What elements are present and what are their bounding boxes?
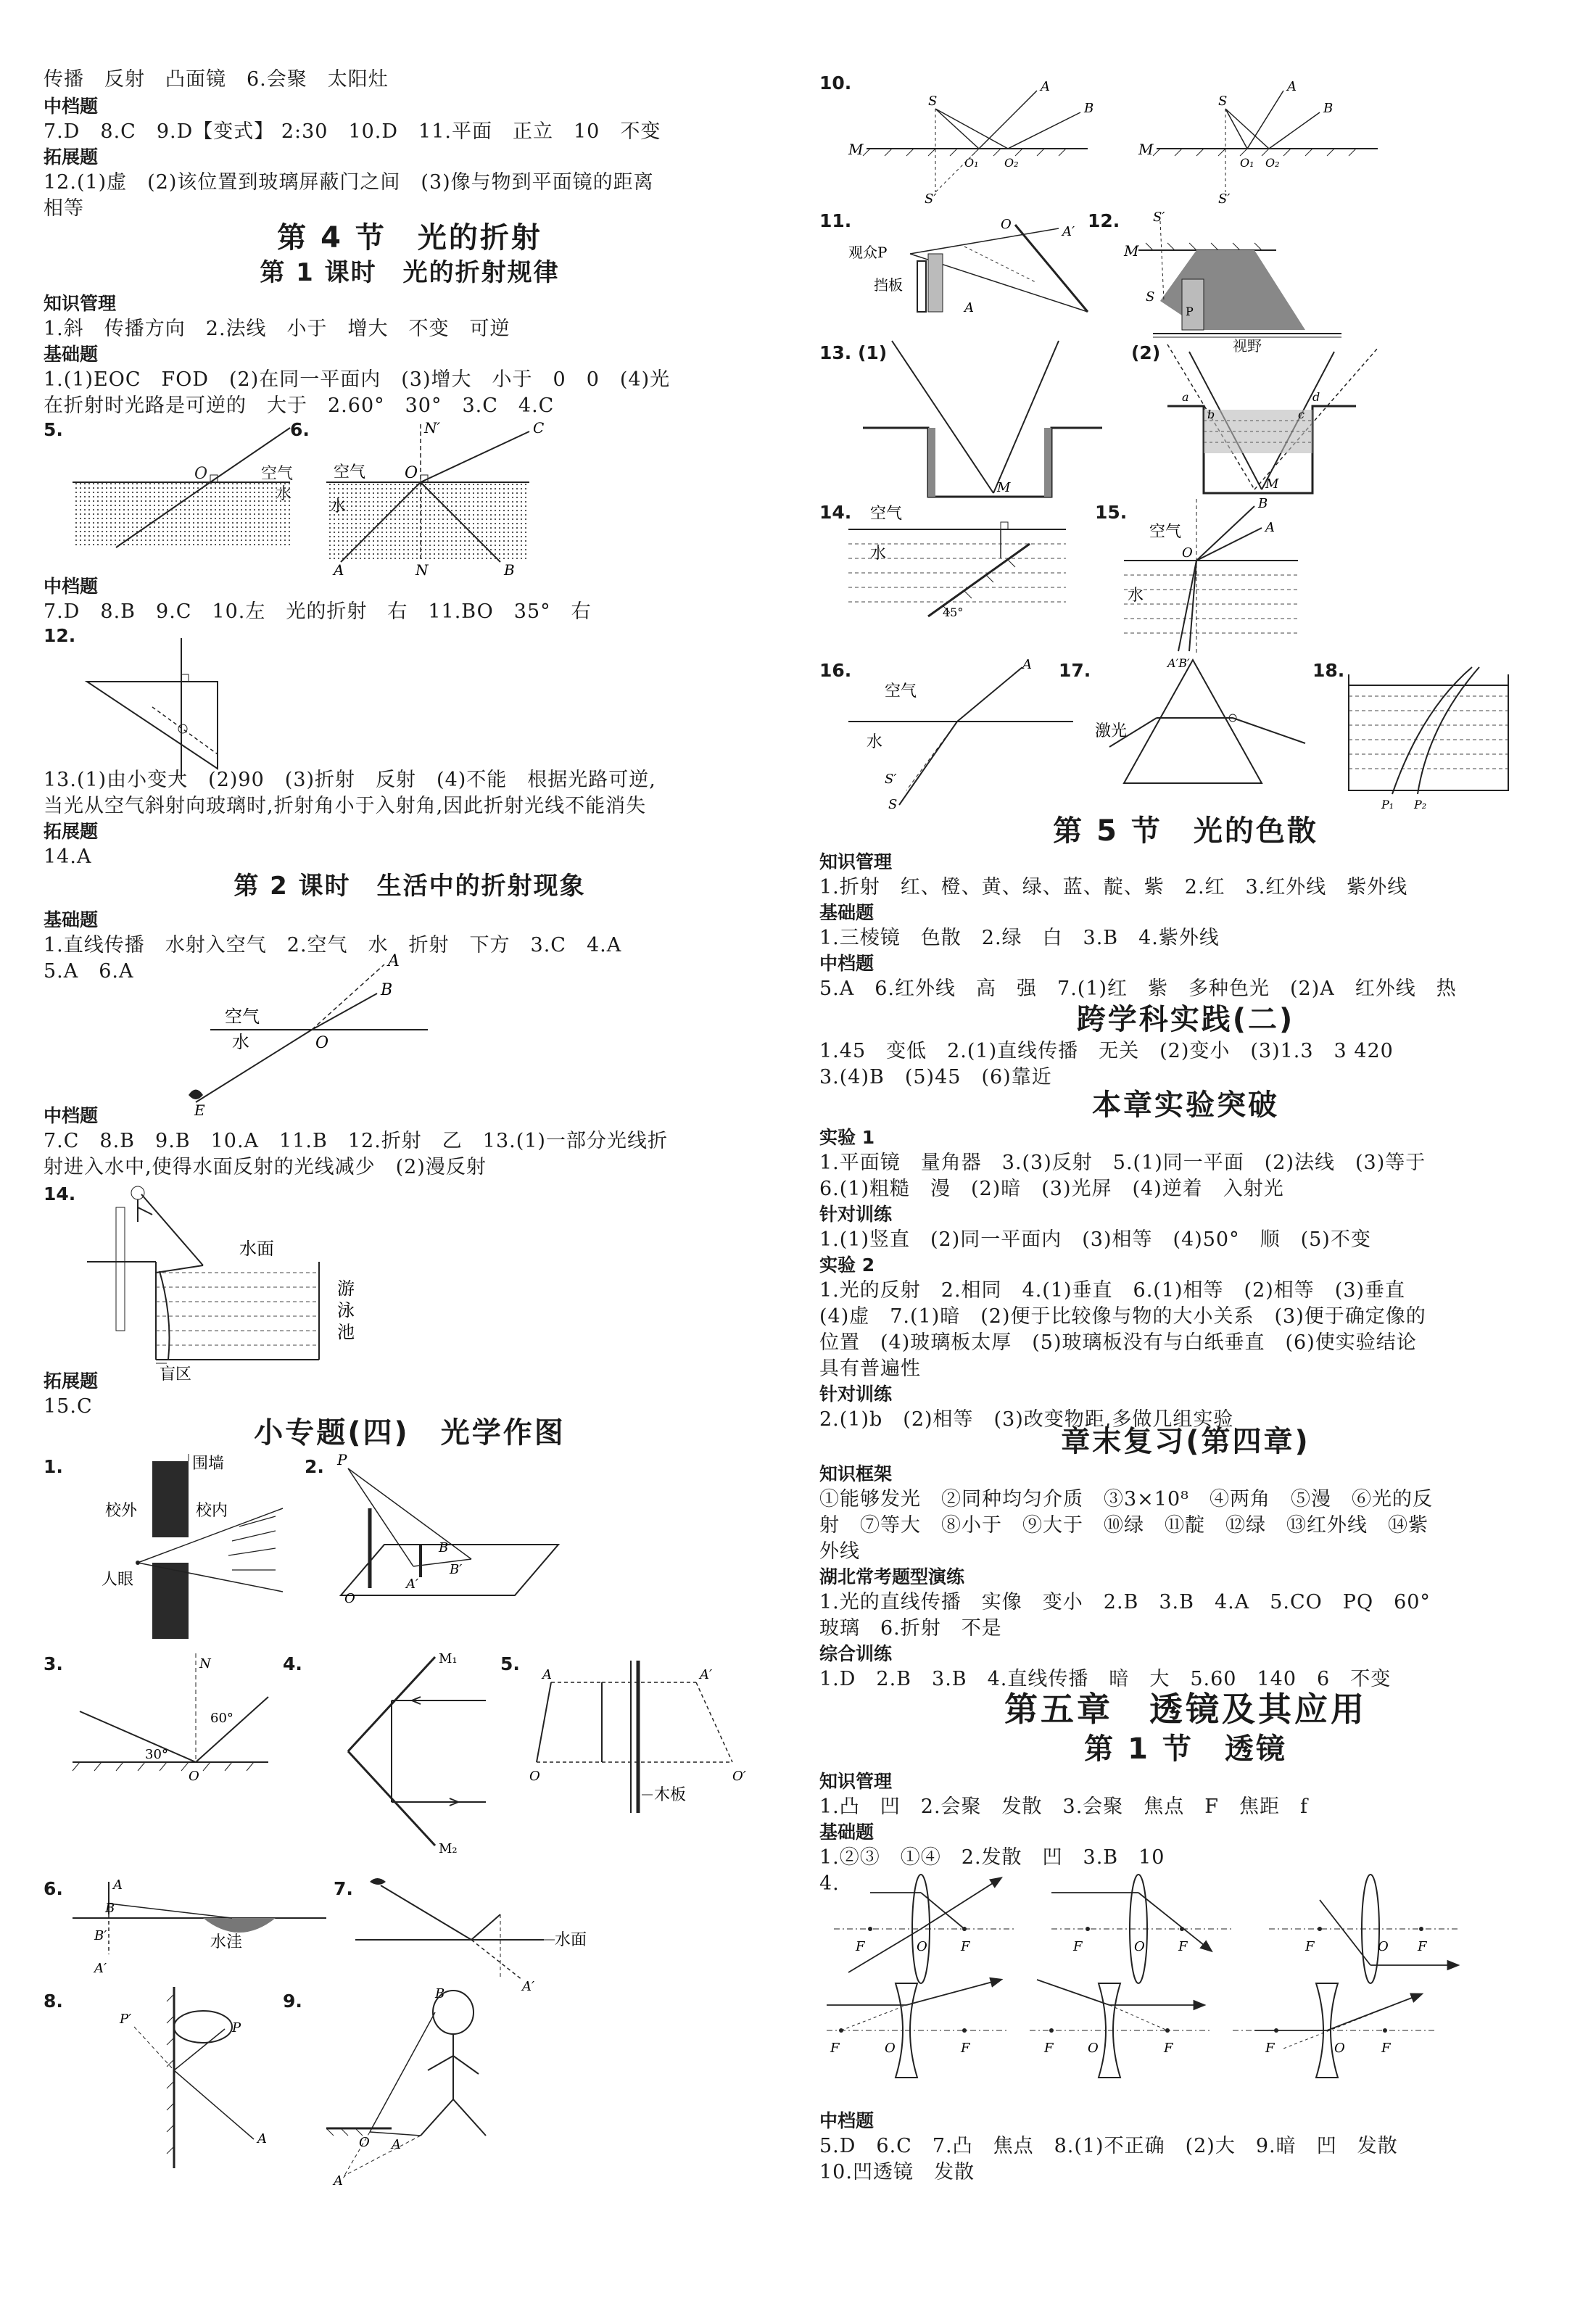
svg-text:O: O xyxy=(1182,545,1193,561)
l2-mid xyxy=(44,1104,776,1181)
answer-line: 6.(1)粗糙 漫 (2)暗 (3)光屏 (4)逆着 入射光 xyxy=(819,1178,1284,1200)
svg-text:A′B′: A′B′ xyxy=(1167,656,1190,670)
label-mid: 中档题 xyxy=(44,576,99,597)
answer-line: 1.光的直线传播 实像 变小 2.B 3.B 4.A 5.CO PQ 60° xyxy=(819,1591,1431,1613)
svg-text:O′: O′ xyxy=(732,1769,746,1784)
label-basic: 基础题 xyxy=(44,909,99,930)
svg-text:O₁: O₁ xyxy=(964,156,979,170)
svg-text:B: B xyxy=(439,1540,449,1555)
lesson-title: 第 2 课时 生活中的折射现象 xyxy=(233,872,586,901)
water-reflection-diagram-7 xyxy=(355,1871,616,1994)
l1-ext xyxy=(44,819,776,870)
answer-line: 1.斜 传播方向 2.法线 小于 增大 不变 可逆 xyxy=(44,318,510,340)
answer-line: (4)虚 7.(1)暗 (2)便于比较像与物的大小关系 (3)便于确定像的 xyxy=(819,1305,1426,1328)
fig-number: 14. xyxy=(44,1183,76,1204)
cross-block xyxy=(819,1038,1552,1091)
svg-text:O: O xyxy=(344,1591,355,1606)
answer-line: 1.三棱镜 色散 2.绿 白 3.B 4.紫外线 xyxy=(819,927,1220,949)
answer-line: 12.(1)虚 (2)该位置到玻璃屏蔽门之间 (3)像与物到平面镜的距离 xyxy=(44,171,654,194)
c5-mid xyxy=(819,2109,1552,2186)
svg-text:B: B xyxy=(1323,101,1334,116)
svg-text:水: 水 xyxy=(1128,587,1144,605)
svg-text:B: B xyxy=(504,561,515,579)
svg-text:S′: S′ xyxy=(925,191,937,207)
section-title: 跨学科实践(二) xyxy=(1076,1003,1295,1036)
answer-line: 相等 xyxy=(44,197,84,220)
svg-text:N′: N′ xyxy=(424,419,441,437)
fig-number: 4. xyxy=(283,1653,302,1674)
label-mid: 中档题 xyxy=(819,2110,875,2131)
exp1-block xyxy=(819,1125,1552,1433)
svg-text:A: A xyxy=(334,561,344,579)
reflection-diagram-3 xyxy=(58,1653,276,1784)
svg-text:空气: 空气 xyxy=(334,463,366,482)
refraction-eye-diagram xyxy=(167,950,442,1117)
svg-text:c: c xyxy=(1298,408,1304,421)
water-45-diagram-14 xyxy=(848,500,1088,631)
svg-text:空气: 空气 xyxy=(1149,523,1182,541)
svg-text:O₂: O₂ xyxy=(1265,156,1280,170)
answer-line: 1.凸 凹 2.会聚 发散 3.会聚 焦点 F 焦距 f xyxy=(819,1795,1309,1818)
svg-text:F: F xyxy=(1305,1939,1315,1954)
answer-line: 2.(1)b (2)相等 (3)改变物距,多做几组实验 xyxy=(819,1408,1234,1431)
svg-text:O: O xyxy=(885,2041,896,2056)
answer-line: 玻璃 6.折射 不是 xyxy=(819,1617,1002,1640)
section-title: 第 1 节 透镜 xyxy=(1084,1732,1287,1766)
l1-basic xyxy=(44,342,776,419)
label-mid: 中档题 xyxy=(44,1105,99,1126)
c5-knowledge xyxy=(819,1769,1552,1820)
section-title: 第 5 节 光的色散 xyxy=(1053,814,1318,848)
water-tank-diagram-18 xyxy=(1341,667,1516,812)
fig-number: 13. (1) xyxy=(819,342,888,363)
svg-text:A: A xyxy=(1041,79,1050,94)
answer-line: 位置 (4)玻璃板太厚 (5)玻璃板没有与白纸垂直 (6)使实验结论 xyxy=(819,1331,1417,1354)
refraction-diagram-5 xyxy=(65,421,312,558)
svg-text:水: 水 xyxy=(870,545,887,563)
svg-text:O: O xyxy=(1334,2041,1345,2056)
head-icon xyxy=(433,1991,474,2034)
fig-number: 18. xyxy=(1312,660,1345,681)
topic-title: 小专题(四) 光学作图 xyxy=(254,1416,566,1450)
view-label: 视野 xyxy=(1233,337,1262,355)
label-basic: 基础题 xyxy=(819,902,875,923)
svg-text:P₁: P₁ xyxy=(1381,798,1394,811)
label-knowledge: 知识管理 xyxy=(44,293,117,314)
svg-text:观众P: 观众P xyxy=(848,244,888,261)
svg-text:人眼: 人眼 xyxy=(102,1571,134,1589)
svg-text:O: O xyxy=(917,1939,927,1954)
answer-line: 7.D 8.C 9.D【变式】 2:30 10.D 11.平面 正立 10 不变 xyxy=(44,120,661,143)
answer-line: 1.45 变低 2.(1)直线传播 无关 (2)变小 (3)1.3 3 420 xyxy=(819,1040,1394,1062)
svg-text:水面: 水面 xyxy=(239,1239,274,1259)
svg-text:P: P xyxy=(232,2020,241,2036)
svg-text:水: 水 xyxy=(232,1032,249,1052)
answer-line: 4. xyxy=(819,1872,840,1895)
svg-text:M: M xyxy=(848,141,864,158)
answer-line: 7.C 8.B 9.B 10.A 11.B 12.折射 乙 13.(1)一部分光线折 xyxy=(44,1130,668,1152)
svg-text:池: 池 xyxy=(337,1322,355,1342)
concave-lens-1 xyxy=(827,1980,1008,2078)
svg-text:N: N xyxy=(199,1656,211,1671)
svg-text:围墙: 围墙 xyxy=(192,1455,225,1473)
fig-number: 9. xyxy=(283,1991,302,2012)
answer-line: 1.光的反射 2.相同 4.(1)垂直 6.(1)相等 (2)相等 (3)垂直 xyxy=(819,1279,1406,1302)
label-frame: 知识框架 xyxy=(819,1463,893,1484)
svg-text:F: F xyxy=(856,1939,865,1954)
answer-line: 外线 xyxy=(819,1540,860,1563)
answer-line: 传播 反射 凸面镜 6.会聚 太阳灶 xyxy=(44,68,389,91)
air-label: 空气 xyxy=(261,465,294,483)
answer-line: 7.D 8.B 9.C 10.左 光的折射 右 11.BO 35° 右 xyxy=(44,600,592,623)
svg-text:O: O xyxy=(1134,1939,1145,1954)
svg-text:M: M xyxy=(997,480,1011,495)
svg-text:游: 游 xyxy=(337,1278,355,1299)
answer-line: 14.A xyxy=(44,846,92,868)
svg-text:E: E xyxy=(194,1102,205,1119)
well-diagram-13b xyxy=(1167,337,1443,504)
diagram-10a xyxy=(848,79,1093,207)
label-basic: 基础题 xyxy=(819,1822,875,1843)
answer-line: 3.(4)B (5)45 (6)靠近 xyxy=(819,1066,1052,1088)
svg-text:M: M xyxy=(1138,141,1154,158)
svg-text:F: F xyxy=(830,2041,840,2056)
svg-text:60°: 60° xyxy=(210,1711,233,1726)
svg-text:30°: 30° xyxy=(145,1747,168,1762)
label-mid: 中档题 xyxy=(44,96,99,117)
s1-mid xyxy=(44,94,776,145)
svg-text:O: O xyxy=(315,1034,329,1052)
svg-text:B: B xyxy=(1084,101,1094,116)
svg-text:M₁: M₁ xyxy=(439,1651,458,1666)
svg-text:校外: 校外 xyxy=(105,1502,138,1520)
svg-text:A′: A′ xyxy=(1062,224,1075,239)
svg-text:水: 水 xyxy=(330,497,347,516)
svg-text:水: 水 xyxy=(867,733,883,751)
fig-number: 5. xyxy=(44,419,63,440)
fig-number: 7. xyxy=(334,1878,353,1899)
svg-text:F: F xyxy=(961,1939,970,1954)
wall-diagram xyxy=(73,1454,290,1642)
answer-line: 具有普遍性 xyxy=(819,1357,921,1380)
svg-text:N: N xyxy=(415,561,429,579)
answer-line: 15.C xyxy=(44,1395,93,1418)
answer-line: 1.平面镜 量角器 3.(3)反射 5.(1)同一平面 (2)法线 (3)等于 xyxy=(819,1152,1426,1174)
svg-text:水: 水 xyxy=(276,485,292,503)
label-mid: 中档题 xyxy=(819,953,875,974)
answer-line: 5.A 6.红外线 高 强 7.(1)红 紫 多种色光 (2)A 红外线 热 xyxy=(819,978,1457,1000)
fig-number: 12. xyxy=(1088,210,1120,231)
fig-number: 11. xyxy=(819,210,852,231)
svg-text:水洼: 水洼 xyxy=(210,1933,243,1951)
l1-knowledge xyxy=(44,292,776,342)
s5-mid xyxy=(819,951,1552,1002)
svg-text:盲区: 盲区 xyxy=(160,1365,192,1384)
intro-block xyxy=(44,67,776,93)
svg-text:A: A xyxy=(1287,79,1297,94)
svg-text:F: F xyxy=(1164,2041,1173,2056)
svg-text:S′: S′ xyxy=(1218,191,1231,207)
viewer-shield-diagram-11 xyxy=(848,210,1124,319)
fig-number: (2) xyxy=(1131,342,1161,363)
svg-text:P₂: P₂ xyxy=(1414,798,1427,811)
label-exp1: 实验 1 xyxy=(819,1127,875,1148)
answer-line: 1.(1)EOC FOD (2)在同一平面内 (3)增大 小于 0 0 (4)光 xyxy=(44,368,671,391)
svg-text:挡板: 挡板 xyxy=(874,276,903,294)
svg-text:空气: 空气 xyxy=(225,1007,260,1027)
answer-line: 1.直线传播 水射入空气 2.空气 水 折射 下方 3.C 4.A xyxy=(44,934,622,956)
svg-text:O: O xyxy=(359,2135,370,2150)
fig-number: 5. xyxy=(500,1653,520,1674)
svg-text:B′: B′ xyxy=(450,1562,463,1577)
svg-text:S: S xyxy=(1218,94,1228,109)
left-column xyxy=(44,0,776,2306)
svg-text:S: S xyxy=(928,94,938,109)
fig-number: 8. xyxy=(44,1991,63,2012)
svg-text:A: A xyxy=(542,1667,552,1682)
fig-number: 12. xyxy=(44,625,76,646)
svg-text:S′: S′ xyxy=(1153,210,1165,225)
svg-text:木板: 木板 xyxy=(654,1786,687,1804)
svg-text:A: A xyxy=(1022,657,1032,672)
refraction-diagram-16 xyxy=(848,657,1080,812)
svg-text:F: F xyxy=(1381,2041,1391,2056)
svg-text:a: a xyxy=(1182,390,1189,404)
svg-text:A′: A′ xyxy=(406,1576,419,1592)
svg-text:M: M xyxy=(1124,242,1139,260)
svg-text:B: B xyxy=(105,1901,115,1916)
fig-number: 16. xyxy=(819,660,852,681)
svg-text:A: A xyxy=(964,300,974,315)
concave-lens-2 xyxy=(1030,1980,1211,2078)
s5-knowledge xyxy=(819,850,1552,901)
svg-text:O: O xyxy=(405,464,418,482)
label-ext: 拓展题 xyxy=(44,146,99,168)
prism-diagram-12 xyxy=(80,638,254,783)
s5-basic xyxy=(819,901,1552,951)
svg-text:A′: A′ xyxy=(334,2173,347,2189)
svg-text:校内: 校内 xyxy=(196,1502,228,1520)
answer-line: ①能够发光 ②同种均匀介质 ③3×10⁸ ④两角 ⑤漫 ⑥光的反 xyxy=(819,1488,1433,1511)
svg-text:A′: A′ xyxy=(700,1667,713,1682)
svg-text:A: A xyxy=(257,2131,267,2146)
svg-text:S: S xyxy=(1146,289,1155,305)
svg-text:M: M xyxy=(1265,476,1279,492)
svg-text:泳: 泳 xyxy=(337,1300,355,1321)
svg-text:C: C xyxy=(533,419,545,437)
svg-text:b: b xyxy=(1207,408,1215,421)
answer-line: 射 ⑦等大 ⑧小于 ⑨大于 ⑩绿 ⑪靛 ⑫绿 ⑬红外线 ⑭紫 xyxy=(819,1514,1428,1537)
answer-line: 5.A 6.A xyxy=(44,960,134,983)
svg-text:O₁: O₁ xyxy=(1240,156,1254,170)
label-basic: 基础题 xyxy=(44,344,99,365)
svg-text:F: F xyxy=(1418,1939,1427,1954)
mirror-diagram-2 xyxy=(326,1450,566,1617)
svg-text:A: A xyxy=(113,1877,123,1893)
prism-laser-diagram-17 xyxy=(1095,660,1312,790)
answer-line: 5.D 6.C 7.凸 焦点 8.(1)不正确 (2)大 9.暗 凹 发散 xyxy=(819,2135,1398,2157)
person-icon xyxy=(131,1186,144,1199)
label-comp: 综合训练 xyxy=(819,1643,893,1664)
fig-number: 17. xyxy=(1059,660,1091,681)
svg-text:空气: 空气 xyxy=(885,682,917,701)
svg-text:A: A xyxy=(1265,520,1275,535)
l1-q13 xyxy=(44,767,776,819)
convex-lens-2 xyxy=(1051,1875,1233,1983)
answer-line: 1.(1)竖直 (2)同一平面内 (3)相等 (4)50° 顺 (5)不变 xyxy=(819,1228,1371,1251)
svg-text:O: O xyxy=(529,1769,540,1784)
svg-text:F: F xyxy=(1265,2041,1275,2056)
svg-text:O: O xyxy=(1088,2041,1099,2056)
svg-text:B: B xyxy=(381,981,393,999)
fig-number: 3. xyxy=(44,1653,63,1674)
answer-line: 1.折射 红、橙、黄、绿、蓝、靛、紫 2.红 3.红外线 紫外线 xyxy=(819,876,1408,898)
svg-text:A′: A′ xyxy=(94,1961,107,1976)
label-ext: 拓展题 xyxy=(44,821,99,842)
eye-icon xyxy=(370,1878,386,1885)
svg-text:d: d xyxy=(1312,390,1320,404)
fig-number: 14. xyxy=(819,502,852,523)
reflection-diagram-10 xyxy=(848,76,1516,207)
s1-ext xyxy=(44,145,776,222)
svg-text:S: S xyxy=(888,797,898,812)
answer-line: 1.D 2.B 3.B 4.直线传播 暗 大 5.60 140 6 不变 xyxy=(819,1668,1392,1690)
svg-text:A: A xyxy=(388,952,400,970)
l2-ext xyxy=(44,1369,776,1420)
answer-line: 10.凹透镜 发散 xyxy=(819,2161,975,2183)
svg-text:S′: S′ xyxy=(885,772,897,787)
chapter-title: 第五章 透镜及其应用 xyxy=(1004,1690,1367,1729)
stick-figure-mirror-9 xyxy=(319,1983,522,2189)
eye-icon xyxy=(189,1090,203,1100)
convex-lens-3 xyxy=(1269,1875,1458,1983)
svg-text:O: O xyxy=(1378,1939,1389,1954)
fig-number: 6. xyxy=(44,1878,63,1899)
fig-number: 6. xyxy=(290,419,310,440)
svg-text:P: P xyxy=(337,1451,347,1468)
section-title: 第 4 节 光的折射 xyxy=(277,221,542,255)
fig-number: 15. xyxy=(1095,502,1128,523)
puddle-diagram-6 xyxy=(65,1875,334,1976)
plane-mirror-diagram-5 xyxy=(522,1661,754,1820)
svg-text:M₂: M₂ xyxy=(439,1841,458,1856)
lens-diagrams xyxy=(827,1871,1552,2081)
svg-text:空气: 空气 xyxy=(870,505,903,523)
label-exp2: 实验 2 xyxy=(819,1255,875,1276)
svg-text:P′: P′ xyxy=(120,2012,132,2027)
svg-text:A′: A′ xyxy=(522,1979,535,1994)
label-knowledge: 知识管理 xyxy=(819,1771,893,1792)
svg-text:P: P xyxy=(1186,305,1194,318)
answer-line: 当光从空气斜射向玻璃时,折射角小于入射角,因此折射光线不能消失 xyxy=(44,795,647,817)
svg-text:F: F xyxy=(961,2041,970,2056)
answer-line: 13.(1)由小变大 (2)90 (3)折射 反射 (4)不能 根据光路可逆, xyxy=(44,769,656,791)
svg-text:A: A xyxy=(392,2137,401,2152)
pool-diagram-14 xyxy=(87,1178,406,1384)
refraction-diagram-6 xyxy=(319,417,551,579)
svg-text:水面: 水面 xyxy=(555,1931,587,1949)
well-diagram-13a xyxy=(863,341,1095,508)
label-knowledge: 知识管理 xyxy=(819,851,893,872)
eye-icon xyxy=(174,2011,232,2043)
svg-text:B′: B′ xyxy=(94,1928,107,1943)
mirror-eye-diagram-8 xyxy=(73,1987,290,2175)
svg-text:B: B xyxy=(1258,496,1268,511)
refraction-diagram-15 xyxy=(1124,496,1356,673)
answer-line: 射进入水中,使得水面反射的光线减少 (2)漫反射 xyxy=(44,1156,487,1178)
concave-lens-3 xyxy=(1233,1983,1436,2078)
answer-line: 1.②③ ①④ 2.发散 凹 3.B 10 xyxy=(819,1846,1165,1869)
fig-number: 1. xyxy=(44,1456,63,1477)
svg-text:B: B xyxy=(435,1986,445,2001)
label-train: 针对训练 xyxy=(819,1204,893,1225)
svg-text:O: O xyxy=(1001,217,1012,232)
mirror-diagram-4 xyxy=(305,1650,493,1860)
svg-text:O₂: O₂ xyxy=(1004,156,1019,170)
convex-lens-1 xyxy=(834,1875,1015,1983)
svg-text:45°: 45° xyxy=(943,606,964,619)
fig-number: 10. xyxy=(819,73,852,94)
svg-text:O: O xyxy=(189,1769,199,1784)
svg-text:O: O xyxy=(194,465,208,483)
label-train: 针对训练 xyxy=(819,1384,893,1405)
section-title: 本章实验突破 xyxy=(1092,1088,1279,1122)
svg-text:F: F xyxy=(1073,1939,1083,1954)
svg-text:F: F xyxy=(1044,2041,1054,2056)
label-hubei: 湖北常考题型演练 xyxy=(819,1566,965,1587)
l1-mid xyxy=(44,574,776,625)
svg-text:激光: 激光 xyxy=(1095,722,1128,740)
lesson-title: 第 1 课时 光的折射规律 xyxy=(260,258,560,287)
fig-number: 2. xyxy=(305,1456,324,1477)
section-title: 章末复习(第四章) xyxy=(1061,1425,1310,1458)
answer-line: 在折射时光路是可逆的 大于 2.60° 30° 3.C 4.C xyxy=(44,394,555,417)
window-view-diagram-12 xyxy=(1124,207,1370,355)
svg-text:F: F xyxy=(1178,1939,1188,1954)
right-column xyxy=(819,0,1552,2306)
review-block xyxy=(819,1462,1552,1693)
label-ext: 拓展题 xyxy=(44,1371,99,1392)
diagram-10b xyxy=(1138,79,1378,207)
